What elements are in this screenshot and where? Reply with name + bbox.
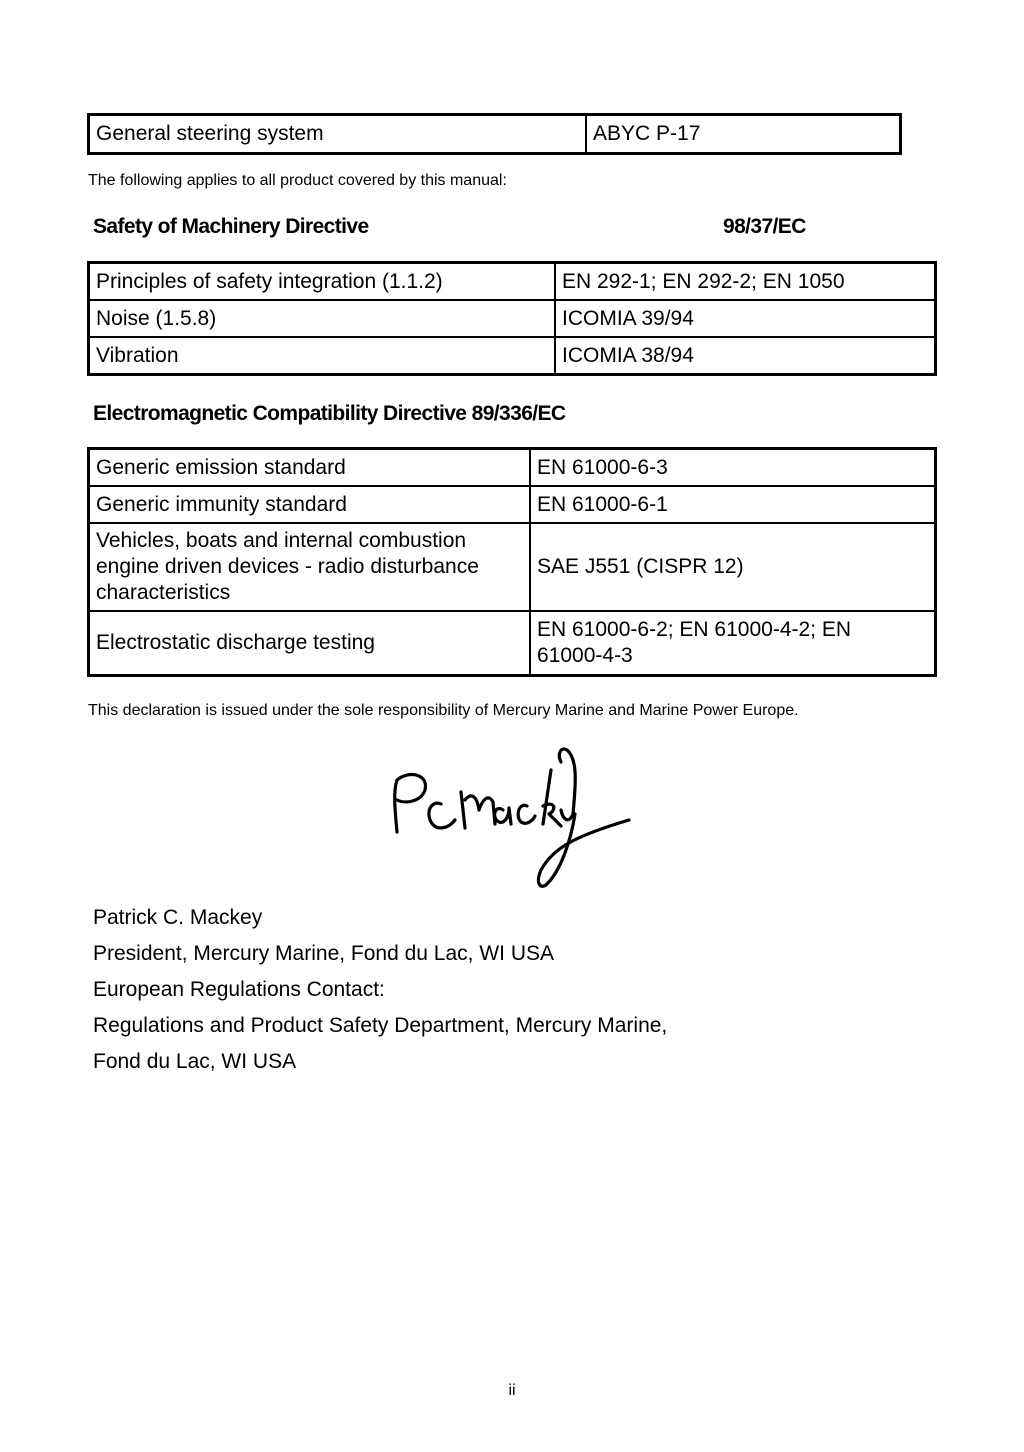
signer-title: President, Mercury Marine, Fond du Lac, WI USA <box>93 942 555 965</box>
table-row <box>89 263 936 301</box>
steering-table <box>87 113 902 155</box>
row-label-line: engine driven devices - radio disturbance <box>96 555 479 578</box>
row-standard: ABYC P-17 <box>586 115 901 154</box>
contact-heading: European Regulations Contact: <box>93 978 385 1001</box>
machinery-table <box>87 261 937 376</box>
row-label <box>89 523 531 611</box>
row-label: Electrostatic discharge testing <box>89 611 531 676</box>
row-label: Generic immunity standard <box>89 486 531 523</box>
row-standard-line: 61000-4-3 <box>537 644 633 667</box>
row-label: Principles of safety integration (1.1.2) <box>89 263 556 301</box>
row-standard: EN 61000-6-3 <box>530 449 936 487</box>
row-standard: SAE J551 (CISPR 12) <box>530 523 936 611</box>
emc-directive-code: 89/336/EC <box>471 402 566 425</box>
contact-location: Fond du Lac, WI USA <box>93 1050 297 1073</box>
row-label: General steering system <box>89 115 587 154</box>
machinery-directive-title: Safety of Machinery Directive <box>93 215 369 238</box>
table-row <box>89 449 936 487</box>
row-standard-line: EN 61000-6-2; EN 61000-4-2; EN <box>537 618 852 641</box>
table-row <box>89 611 936 676</box>
signer-name: Patrick C. Mackey <box>93 906 263 929</box>
table-row <box>89 337 936 375</box>
row-label-line: characteristics <box>96 581 231 604</box>
table-row <box>89 115 901 154</box>
emc-table <box>87 447 937 677</box>
page-number: ii <box>508 1382 516 1399</box>
emc-directive-title: Electromagnetic Compatibility Directive <box>93 402 467 425</box>
row-label: Generic emission standard <box>89 449 531 487</box>
intro-text: The following applies to all product covered by this manual: <box>88 172 507 189</box>
row-standard: EN 61000-6-1 <box>530 486 936 523</box>
row-standard: EN 292-1; EN 292-2; EN 1050 <box>555 263 936 301</box>
signature-image <box>385 740 645 890</box>
signer-block <box>93 900 667 1080</box>
row-standard: ICOMIA 38/94 <box>555 337 936 375</box>
row-label-line: Vehicles, boats and internal combustion <box>96 529 467 552</box>
row-label: Noise (1.5.8) <box>89 300 556 337</box>
row-standard <box>530 611 936 676</box>
table-row <box>89 523 936 611</box>
contact-department: Regulations and Product Safety Department, Mercury Marine, <box>93 1014 668 1037</box>
table-row <box>89 486 936 523</box>
emc-directive-heading <box>93 402 565 426</box>
row-standard: ICOMIA 39/94 <box>555 300 936 337</box>
table-row <box>89 300 936 337</box>
row-label: Vibration <box>89 337 556 375</box>
machinery-directive-code: 98/37/EC <box>723 215 806 238</box>
declaration-text: This declaration is issued under the sole responsibility of Mercury Marine and Marine Power Europe. <box>88 702 799 719</box>
